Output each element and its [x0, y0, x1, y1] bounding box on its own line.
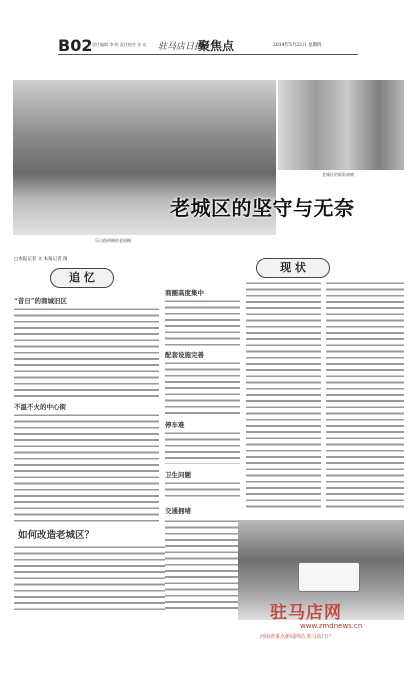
subhead-how: 如何改造老城区？: [18, 530, 95, 541]
paper-name: 驻马店日报: [158, 42, 204, 52]
header-date: 2014年5月22日 星期四: [273, 43, 322, 48]
subhead-commerce: 商圈高度集中: [165, 289, 204, 297]
main-photo-caption: 乐山路两侧的老梧桐: [95, 238, 131, 243]
text-block-change: [14, 412, 159, 522]
watermark-tagline: 河南省重点新闻网站 驻马店门户: [260, 634, 332, 640]
text-block-facilities: [165, 360, 240, 415]
subhead-facilities: 配套设施完善: [165, 351, 204, 359]
section-banner-status: 现 状: [256, 258, 330, 278]
text-block-commerce: [165, 298, 240, 346]
text-block-traffic: [165, 518, 240, 610]
page-header: [58, 36, 358, 55]
section-title: 聚焦点: [198, 39, 235, 53]
subhead-change: 不温不火的中心街: [14, 403, 66, 411]
side-photo-caption: 老城区的临街商铺: [322, 172, 354, 177]
text-block-glory: [14, 306, 159, 398]
headline: 老城区的坚守与无奈: [170, 196, 355, 220]
bus-shape: [298, 562, 360, 592]
text-block-right-2: [326, 280, 404, 510]
side-shop-photo: [278, 80, 404, 170]
subhead-parking: 停车难: [165, 421, 185, 429]
header-credits: 责任编辑 李 明 责任校对 张 亮: [92, 42, 147, 47]
byline: □本报记者 文 本报记者 图: [14, 257, 68, 262]
subhead-hygiene: 卫生问题: [165, 471, 191, 479]
subhead-traffic: 交通拥堵: [165, 507, 191, 515]
text-block-parking: [165, 430, 240, 464]
watermark-logo: 驻马店网: [270, 603, 342, 623]
text-block-hygiene: [165, 480, 240, 500]
section-banner-memory: 追 忆: [50, 268, 114, 288]
page-number: B02: [58, 36, 93, 55]
subhead-glory: “昔日”的商城旧区: [14, 297, 67, 305]
text-block-right-1: [246, 280, 321, 510]
watermark-url: www.zmdnews.cn: [300, 622, 363, 630]
